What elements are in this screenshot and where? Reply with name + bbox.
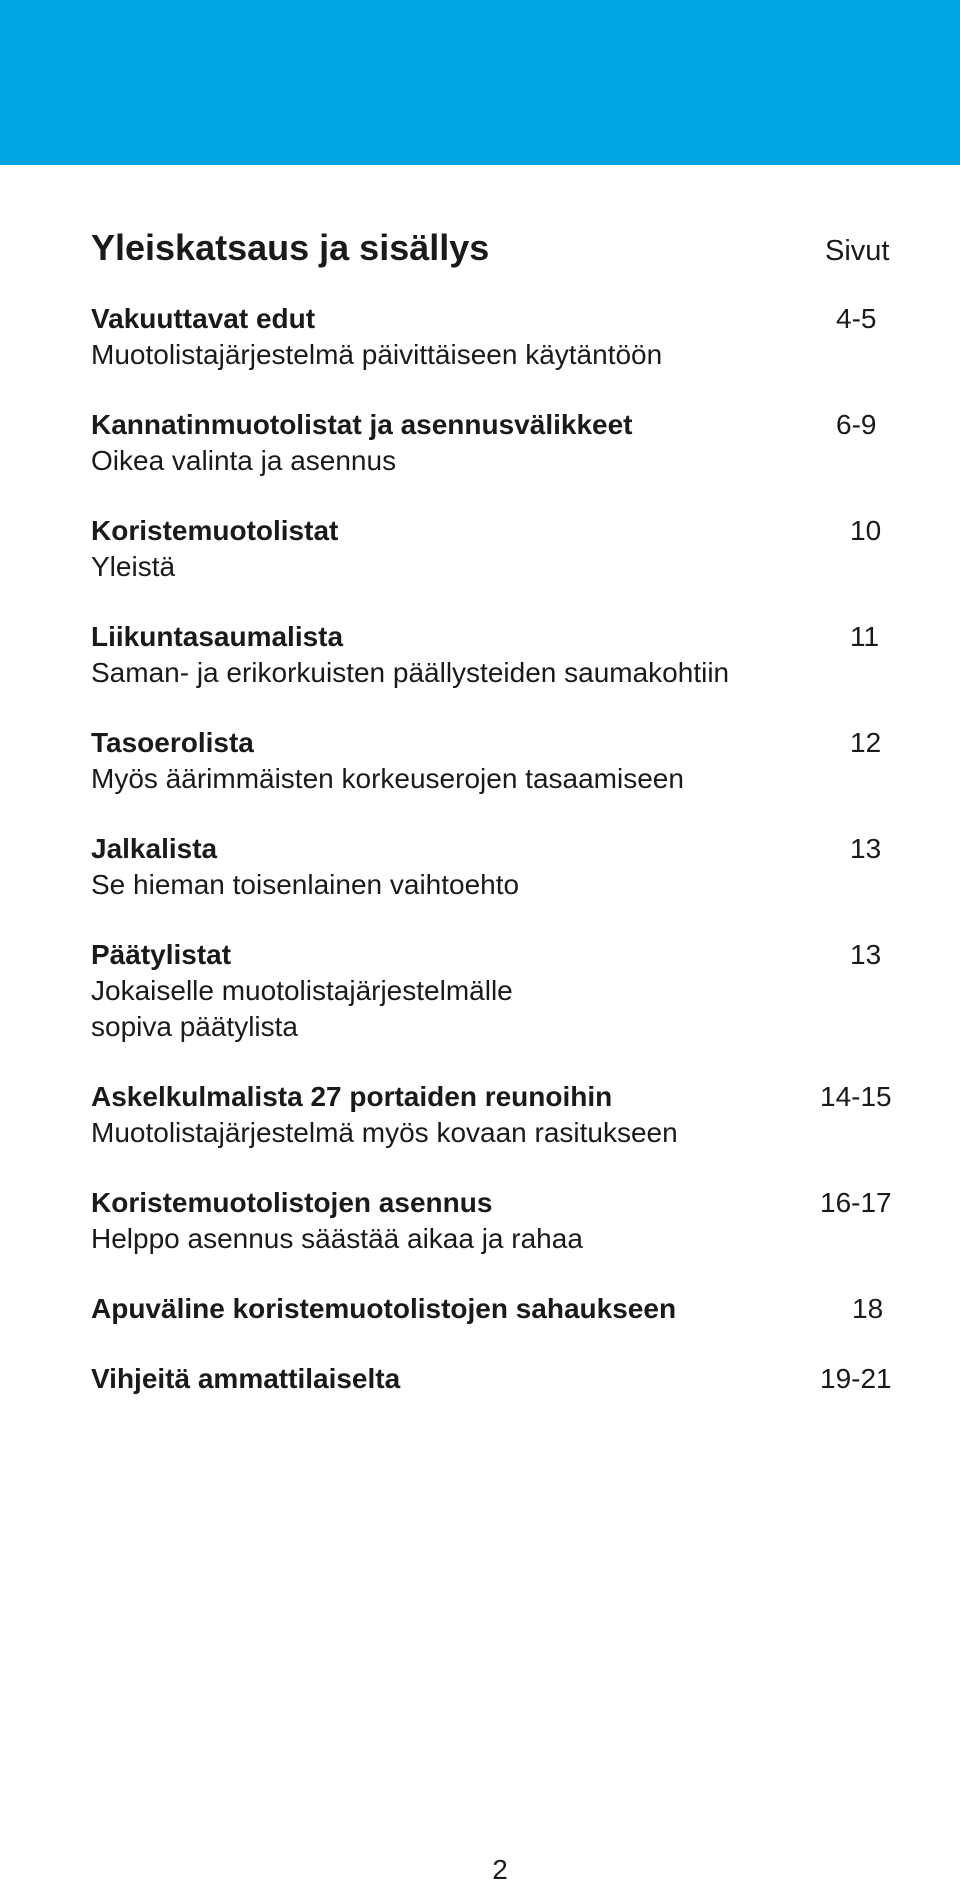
toc-entry: [91, 725, 921, 797]
toc-entry-page: 4-5: [836, 303, 877, 334]
toc-entry-page: 6-9: [836, 409, 877, 440]
toc-entry: [91, 1185, 921, 1257]
toc-entry-page: 12: [850, 727, 882, 758]
header-band: [0, 0, 960, 165]
toc-entry-subtitle: Saman- ja erikorkuisten päällysteiden saumakohtiin: [91, 657, 730, 688]
toc-entry-heading: Koristemuotolistat: [91, 515, 339, 546]
toc-entry-page: 14-15: [820, 1081, 892, 1112]
toc-entry: [91, 937, 921, 1045]
toc-entry-subtitle: sopiva päätylista: [91, 1011, 299, 1042]
toc-entry-subtitle: Yleistä: [91, 551, 176, 582]
toc-entry-heading: Apuväline koristemuotolistojen sahaukseen: [91, 1293, 677, 1324]
pages-column-header: Sivut: [825, 235, 890, 267]
toc-entry-page: 10: [850, 515, 882, 546]
toc-entry-heading: Askelkulmalista 27 portaiden reunoihin: [91, 1081, 613, 1112]
toc-entry-heading: Jalkalista: [91, 833, 218, 864]
toc-entry: [91, 1361, 921, 1397]
toc-entry-subtitle: Muotolistajärjestelmä päivittäiseen käytäntöön: [91, 339, 663, 370]
toc-entry: [91, 513, 921, 585]
toc-entry-heading: Vakuuttavat edut: [91, 303, 316, 334]
toc-entry-subtitle: Se hieman toisenlainen vaihtoehto: [91, 869, 520, 900]
toc-entry-page: 13: [850, 833, 882, 864]
toc-entry-heading: Kannatinmuotolistat ja asennusvälikkeet: [91, 409, 633, 440]
toc-entry-heading: Päätylistat: [91, 939, 232, 970]
toc-entry-heading: Vihjeitä ammattilaiselta: [91, 1363, 401, 1394]
toc-entry-heading: Tasoerolista: [91, 727, 254, 758]
toc-entry: [91, 1079, 921, 1151]
toc-entry-subtitle: Muotolistajärjestelmä myös kovaan rasitukseen: [91, 1117, 678, 1148]
page-number: 2: [492, 1854, 508, 1885]
toc-entry: [91, 301, 921, 373]
toc-entry-page: 11: [850, 621, 880, 652]
toc-entry-page: 16-17: [820, 1187, 892, 1218]
toc-entry: [91, 831, 921, 903]
toc-entry-heading: Liikuntasaumalista: [91, 621, 344, 652]
toc-entry-subtitle: Oikea valinta ja asennus: [91, 445, 397, 476]
toc-entry-subtitle: Jokaiselle muotolistajärjestelmälle: [91, 975, 513, 1006]
toc-entry-subtitle: Myös äärimmäisten korkeuserojen tasaamiseen: [91, 763, 684, 794]
toc-entry: [91, 1291, 921, 1327]
toc-entry: [91, 619, 921, 691]
toc-entry-page: 13: [850, 939, 882, 970]
toc-entry-subtitle: Helppo asennus säästää aikaa ja rahaa: [91, 1223, 583, 1254]
toc-entry-heading: Koristemuotolistojen asennus: [91, 1187, 493, 1218]
toc-entry-page: 19-21: [820, 1363, 892, 1394]
toc-entry-page: 18: [852, 1293, 884, 1324]
page-title: Yleiskatsaus ja sisällys: [91, 227, 490, 268]
toc-entry: [91, 407, 921, 479]
